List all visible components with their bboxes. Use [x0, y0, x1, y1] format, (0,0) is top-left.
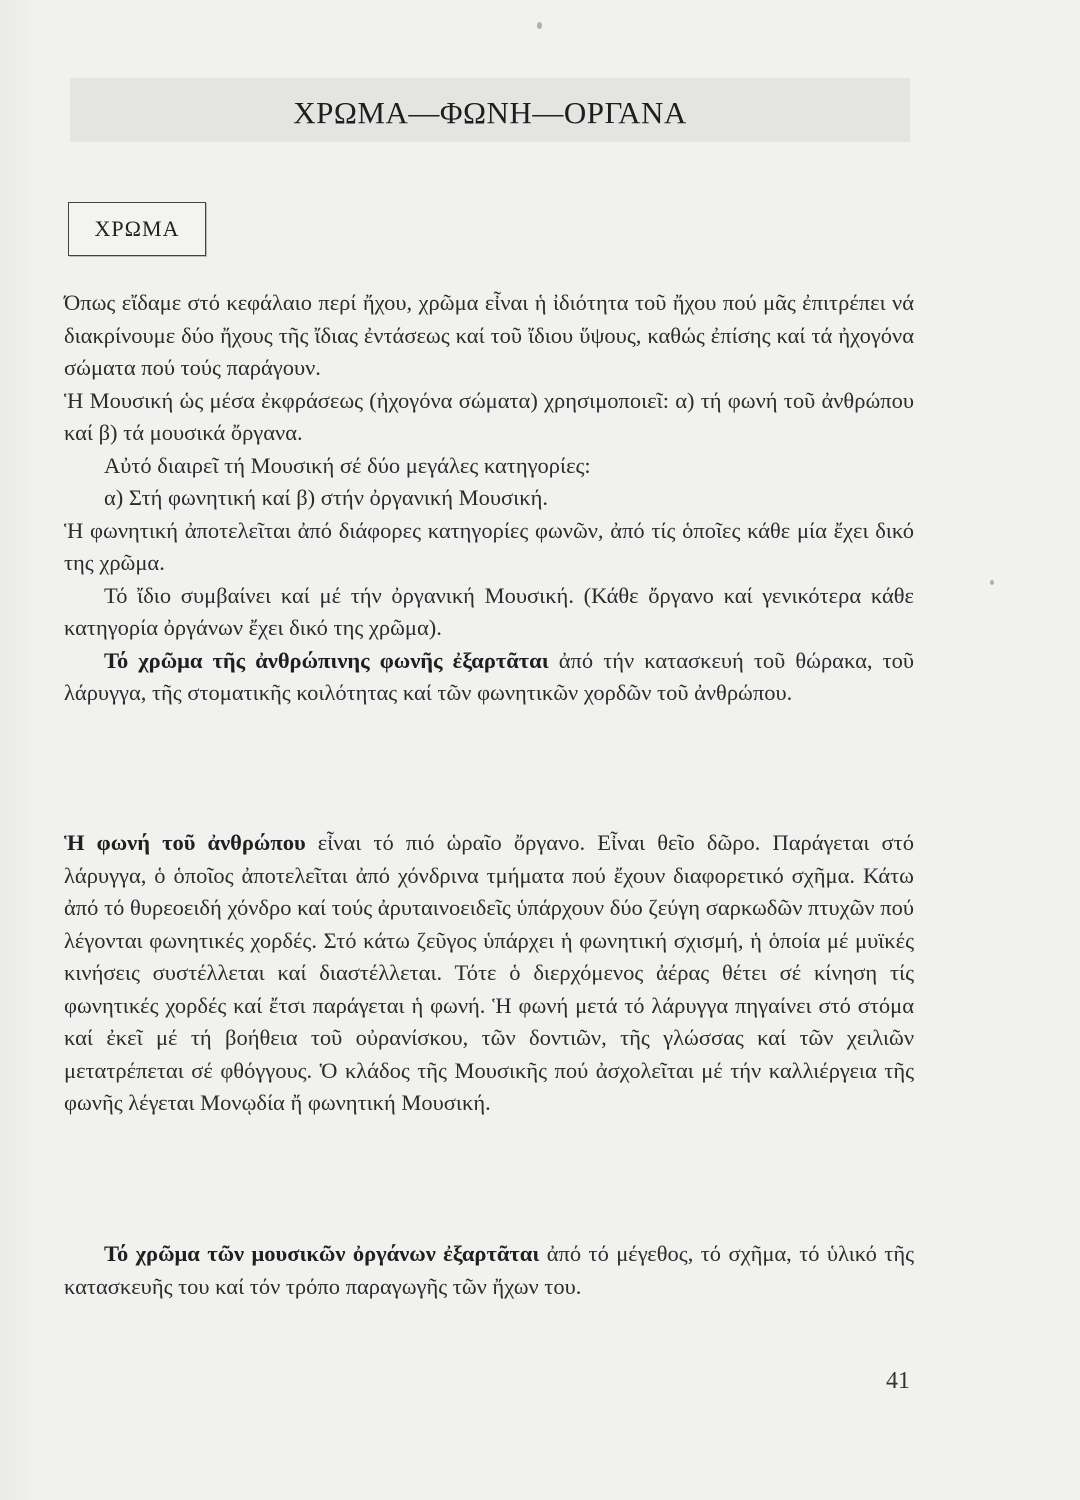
paragraph-8-text: ἀπό τό μέγεθος, τό σχῆμα, τό ὑλικό τῆς κατασκευῆς του καί τόν τρόπο παραγωγῆς τῶν ἤχων του.	[64, 1241, 914, 1299]
paragraph-6-text: ἀπό τήν κατασκευή τοῦ θώρακα, τοῦ λάρυγγα, τῆς στοματικῆς κοιλότητας καί τῶν φωνητικῶν χορδῶν τοῦ ἀνθρώπου.	[64, 647, 914, 705]
chapter-title-band	[70, 78, 910, 142]
paragraph-3: Αὐτό διαιρεῖ τή Μουσική σέ δύο μεγάλες κατηγορίες:	[104, 452, 591, 478]
paragraph-7-text: εἶναι τό πιό ὡραῖο ὄργανο. Εἶναι θεῖο δῶρο. Παράγεται στό λάρυγγα, ὁ ὁποῖος ἀποτελεῖται ἀπό χόνδρινα τμήματα πού ἔχουν διαφορετικό σχῆμα. Κάτω ἀπό τό θυρεοειδή χόνδρο καί τούς ἀρυταινοειδεῖς ὑπάρχουν δύο ζεύγη σαρκωδῶν πτυχῶν πού λέγονται φωνητικές χορδές. Στό κάτω ζεῦγος ὑπάρχει ἡ φωνητική σχισμή, ἡ ὁποία μέ μυϊκές κινήσεις συστέλλεται καί διαστέλλεται. Τότε ὁ διερχόμενος ἀέρας θέτει σέ κίνηση τίς φωνητικές χορδές καί ἔτσι παράγεται ἡ φωνή. Ἡ φωνή μετά τό λάρυγγα πηγαίνει στό στόμα καί ἐκεῖ μέ τή βοήθεια τοῦ οὐρανίσκου, τῶν δοντιῶν, τῆς γλώσσας καί τῶν χειλιῶν μετατρέπεται σέ φθόγγους. Ὁ κλάδος τῆς Μουσικῆς πού ἀσχολεῖται μέ τήν καλλιέργεια τῆς φωνῆς λέγεται Μονῳδία ἤ φωνητική Μουσική.	[64, 830, 914, 1115]
paragraph-7-emphasis: Ἡ φωνή τοῦ ἀνθρώπου	[64, 830, 306, 855]
intro-text-block	[64, 287, 914, 710]
instruments-text-block	[64, 1238, 914, 1303]
voice-text-block	[64, 827, 914, 1120]
paragraph-1: Όπως εἴδαμε στό κεφάλαιο περί ἤχου, χρῶμα εἶναι ἡ ἰδιότητα τοῦ ἤχου πού μᾶς ἐπιτρέπει νά διακρίνουμε δύο ἤχους τῆς ἴδιας ἐντάσεως καί τοῦ ἴδιου ὕψους, καθώς ἐπίσης καί τά ἠχογόνα σώματα πού τούς παράγουν.	[64, 290, 914, 380]
paragraph-8	[64, 1238, 914, 1303]
print-speck	[990, 580, 994, 585]
chapter-title: ΧΡΩΜΑ—ΦΩΝΗ—ΟΡΓΑΝΑ	[293, 95, 687, 130]
paragraph-4: Ἡ φωνητική ἀποτελεῖται ἀπό διάφορες κατηγορίες φωνῶν, ἀπό τίς ὁποῖες κάθε μία ἔχει δικό της χρῶμα.	[64, 517, 914, 575]
paragraph-6-emphasis: Τό χρῶμα τῆς ἀνθρώπινης φωνῆς ἐξαρτᾶται	[104, 647, 549, 673]
paragraph-7	[64, 827, 914, 1120]
paragraph-5: Τό ἴδιο συμβαίνει καί μέ τήν ὀργανική Μουσική. (Κάθε ὄργανο καί γενικότερα κάθε κατηγορία ὀργάνων ἔχει δικό της χρῶμα).	[64, 582, 914, 640]
paragraph-2: Ἡ Μουσική ὡς μέσα ἐκφράσεως (ἠχογόνα σώματα) χρησιμοποιεῖ: α) τή φωνή τοῦ ἀνθρώπου καί β) τά μουσικά ὄργανα.	[64, 387, 914, 445]
page-number: 41	[886, 1368, 910, 1394]
section-heading: ΧΡΩΜΑ	[94, 216, 180, 241]
print-speck	[537, 22, 542, 29]
paragraph-6	[64, 645, 914, 710]
paragraph-3-list: α) Στή φωνητική καί β) στήν ὀργανική Μουσική.	[104, 485, 548, 510]
paragraph-8-emphasis: Τό χρῶμα τῶν μουσικῶν ὀργάνων ἐξαρτᾶται	[104, 1241, 540, 1266]
section-heading-box	[68, 202, 206, 256]
